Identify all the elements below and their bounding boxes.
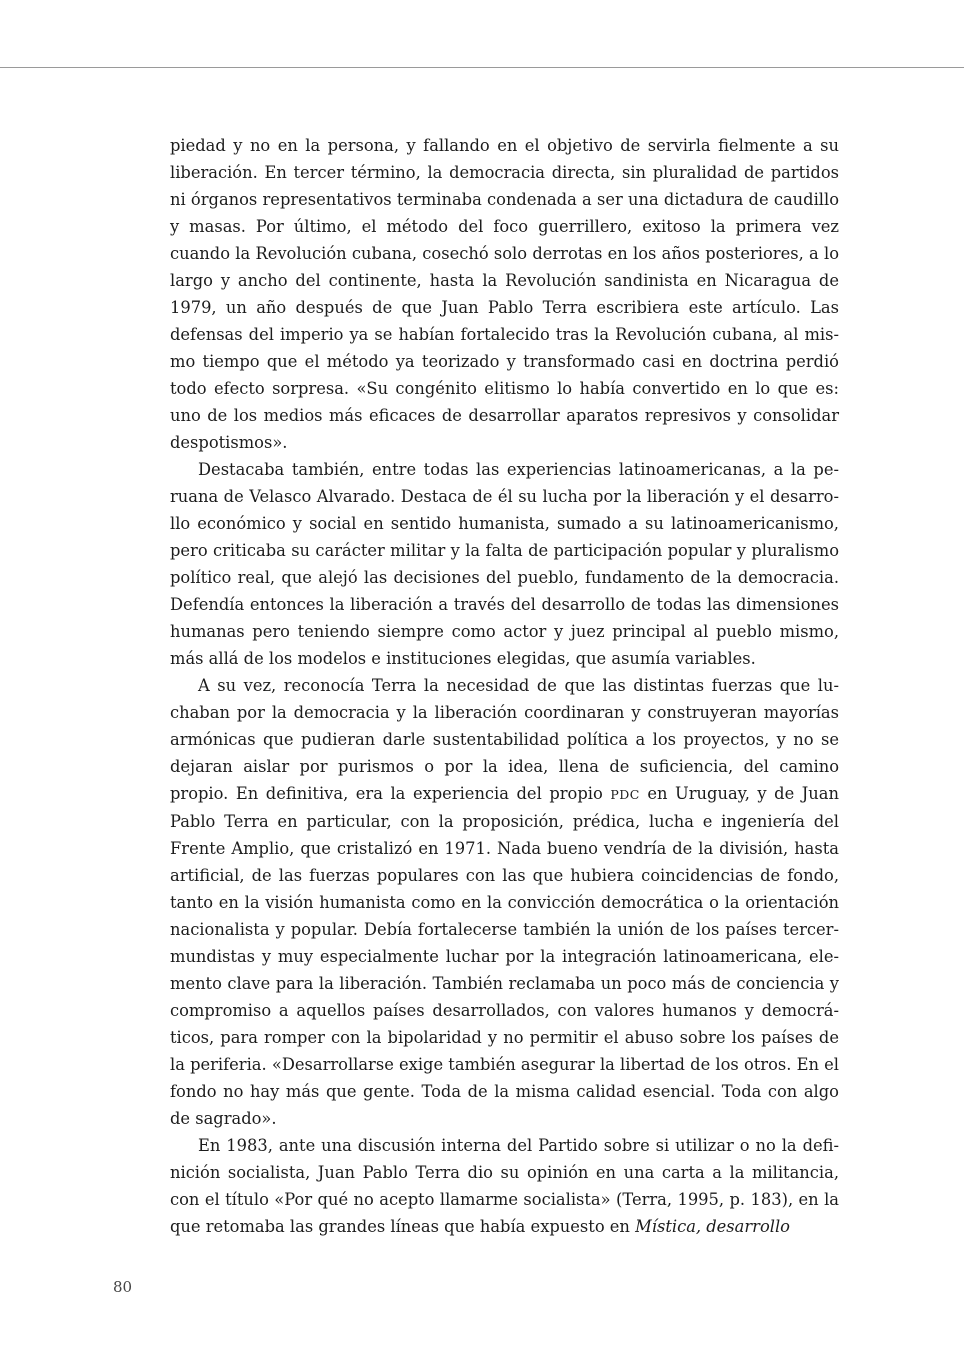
pdc-abbreviation: PDC <box>610 787 640 802</box>
paragraph-4-part-a: En 1983, ante una discusión interna del Partido sobre si utilizar o no la definición socialista, Juan Pablo Terra dio su opinión en una carta a la militancia, con el título «Por qué no acepto llamarme socialista» (Terra, 1995, p. 183), en la que retomaba las grandes líneas que había expuesto en <box>170 1136 839 1236</box>
book-title-italic: Mística, desarrollo <box>635 1217 790 1236</box>
paragraph-1: piedad y no en la persona, y fallando en el objetivo de servirla fielmente a su liberación. En tercer término, la democracia directa, sin pluralidad de partidos ni órganos representativos terminaba condenada a ser una dictadura de caudillo y masas. Por último, el método del foco guerrillero, exitoso la primera vez cuando la Revolución cubana, cosechó solo derrotas en los años posteriores, a lo largo y ancho del continente, hasta la Revolución sandinista en Nicaragua de 1979, un año después de que Juan Pablo Terra escribiera este artículo. Las defensas del imperio ya se habían fortalecido tras la Revolución cubana, al mismo tiempo que el método ya teorizado y transformado casi en doctrina perdió todo efecto sorpresa. «Su congénito elitismo lo había convertido en lo que es: uno de los medios más eficaces de desarrollar aparatos represivos y consolidar despotismos». <box>170 136 839 452</box>
paragraph-3 <box>170 672 839 1132</box>
page-number: 80 <box>113 1278 133 1296</box>
paragraph-4 <box>170 1132 839 1240</box>
body-text <box>170 132 839 1240</box>
paragraph-3-part-a: A su vez, reconocía Terra la necesidad de que las distintas fuerzas que luchaban por la democracia y la liberación coordinaran y construyeran mayorías armónicas que pudieran darle sustentabilidad política a los proyectos, y no se dejaran aislar por purismos o por la idea, llena de suficiencia, del camino propio. En definitiva, era la experiencia del propio <box>170 676 839 803</box>
paragraph-3-part-b: en Uruguay, y de Juan Pablo Terra en particular, con la proposición, prédica, lucha e ingeniería del Frente Amplio, que cristalizó en 1971. Nada bueno vendría de la división, hasta artificial, de las fuerzas populares con las que hubiera coincidencias de fondo, tanto en la visión humanista como en la convicción democrática o la orientación nacionalista y popular. Debía fortalecerse también la unión de los países tercermundistas y muy especialmente luchar por la integración latinoamericana, elemento clave para la liberación. También reclamaba un poco más de conciencia y compromiso a aquellos países desarrollados, con valores humanos y democráticos, para romper con la bipolaridad y no permitir el abuso sobre los países de la periferia. «Desarrollarse exige también asegurar la libertad de los otros. En el fondo no hay más que gente. Toda de la misma calidad esencial. Toda con algo de sagrado». <box>170 784 839 1128</box>
paragraph-2: Destacaba también, entre todas las experiencias latinoamericanas, a la peruana de Velasco Alvarado. Destaca de él su lucha por la liberación y el desarrollo económico y social en sentido humanista, sumado a su latinoamericanismo, pero criticaba su carácter militar y la falta de participación popular y pluralismo político real, que alejó las decisiones del pueblo, fundamento de la democracia. Defendía entonces la liberación a través del desarrollo de todas las dimensiones humanas pero teniendo siempre como actor y juez principal al pueblo mismo, más allá de los modelos e instituciones elegidas, que asumía variables. <box>170 460 839 668</box>
header-rule <box>0 67 964 68</box>
